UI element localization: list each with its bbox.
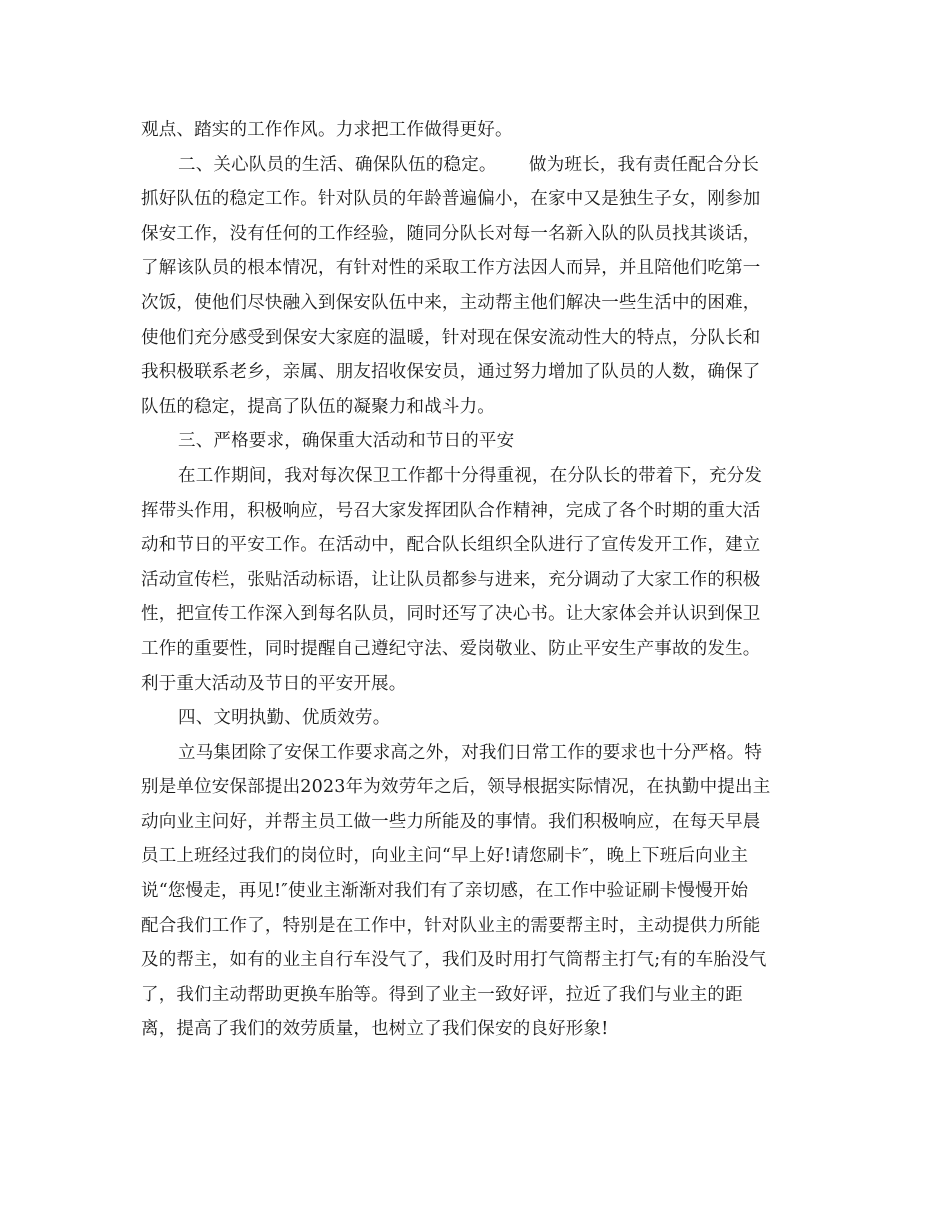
text-line: 活动宣传栏，张贴活动标语，让让队员都参与进来，充分调动了大家工作的积极 bbox=[141, 569, 761, 590]
text-line: 了，我们主动帮助更换车胎等。得到了业主一致好评，拉近了我们与业主的距 bbox=[141, 984, 743, 1005]
text-line: 队伍的稳定，提高了队伍的凝聚力和战斗力。 bbox=[141, 396, 495, 417]
text-line: 动向业主问好，并帮主员工做一些力所能及的事情。我们积极响应，在每天早晨 bbox=[141, 811, 761, 832]
text-line: 在工作期间，我对每次保卫工作都十分得重视，在分队长的带着下，充分发 bbox=[178, 465, 763, 486]
text-line: 利于重大活动及节日的平安开展。 bbox=[141, 673, 407, 694]
text-line: 员工上班经过我们的岗位时，向业主问“早上好!请您刷卡″，晚上下班后向业主 bbox=[141, 846, 749, 867]
section-heading: 四、文明执勤、优质效劳。 bbox=[178, 708, 391, 729]
text-line: 性，把宣传工作深入到每名队员，同时还写了决心书。让大家体会并认识到保卫 bbox=[141, 604, 761, 625]
text-line: 保安工作，没有任何的工作经验，随同分队长对每一名新入队的队员找其谈话， bbox=[141, 223, 761, 244]
text-line: 抓好队伍的稳定工作。针对队员的年龄普遍偏小，在家中又是独生子女，刚参加 bbox=[141, 189, 761, 210]
text-line: 工作的重要性，同时提醒自己遵纪守法、爱岗敬业、防止平安生产事故的发生。 bbox=[141, 638, 761, 659]
text-line: 我积极联系老乡，亲属、朋友招收保安员，通过努力增加了队员的人数，确保了 bbox=[141, 362, 761, 383]
text-line: 观点、踏实的工作作风。力求把工作做得更好。 bbox=[141, 120, 513, 140]
text-line: 说“您慢走，再见!″使业主渐渐对我们有了亲切感，在工作中验证刷卡慢慢开始 bbox=[141, 881, 749, 902]
text-line: 及的帮主，如有的业主自行车没气了，我们及时用打气筒帮主打气;有的车胎没气 bbox=[141, 950, 767, 971]
text-line: 二、关心队员的生活、确保队伍的稳定。 做为班长，我有责任配合分长 bbox=[178, 154, 760, 175]
text-line: 挥带头作用，积极响应，号召大家发挥团队合作精神，完成了各个时期的重大活 bbox=[141, 500, 761, 521]
text-line: 别是单位安保部提出2023年为效劳年之后，领导根据实际情况，在执勤中提出主 bbox=[141, 777, 771, 798]
text-line: 了解该队员的根本情况，有针对性的采取工作方法因人而异，并且陪他们吃第一 bbox=[141, 258, 761, 279]
text-line: 立马集团除了安保工作要求高之外，对我们日常工作的要求也十分严格。特 bbox=[178, 742, 763, 763]
text-line: 动和节日的平安工作。在活动中，配合队长组织全队进行了宣传发开工作，建立 bbox=[141, 535, 761, 556]
text-line: 离，提高了我们的效劳质量，也树立了我们保安的良好形象! bbox=[141, 1019, 609, 1040]
section-heading: 三、严格要求，确保重大活动和节日的平安 bbox=[178, 431, 515, 452]
document-body bbox=[141, 113, 811, 1047]
text-line: 配合我们工作了，特别是在工作中，针对队业主的需要帮主时，主动提供力所能 bbox=[141, 915, 761, 936]
text-line: 使他们充分感受到保安大家庭的温暖，针对现在保安流动性大的特点，分队长和 bbox=[141, 327, 761, 348]
text-line: 次饭，使他们尽快融入到保安队伍中来，主动帮主他们解决一些生活中的困难， bbox=[141, 292, 761, 313]
